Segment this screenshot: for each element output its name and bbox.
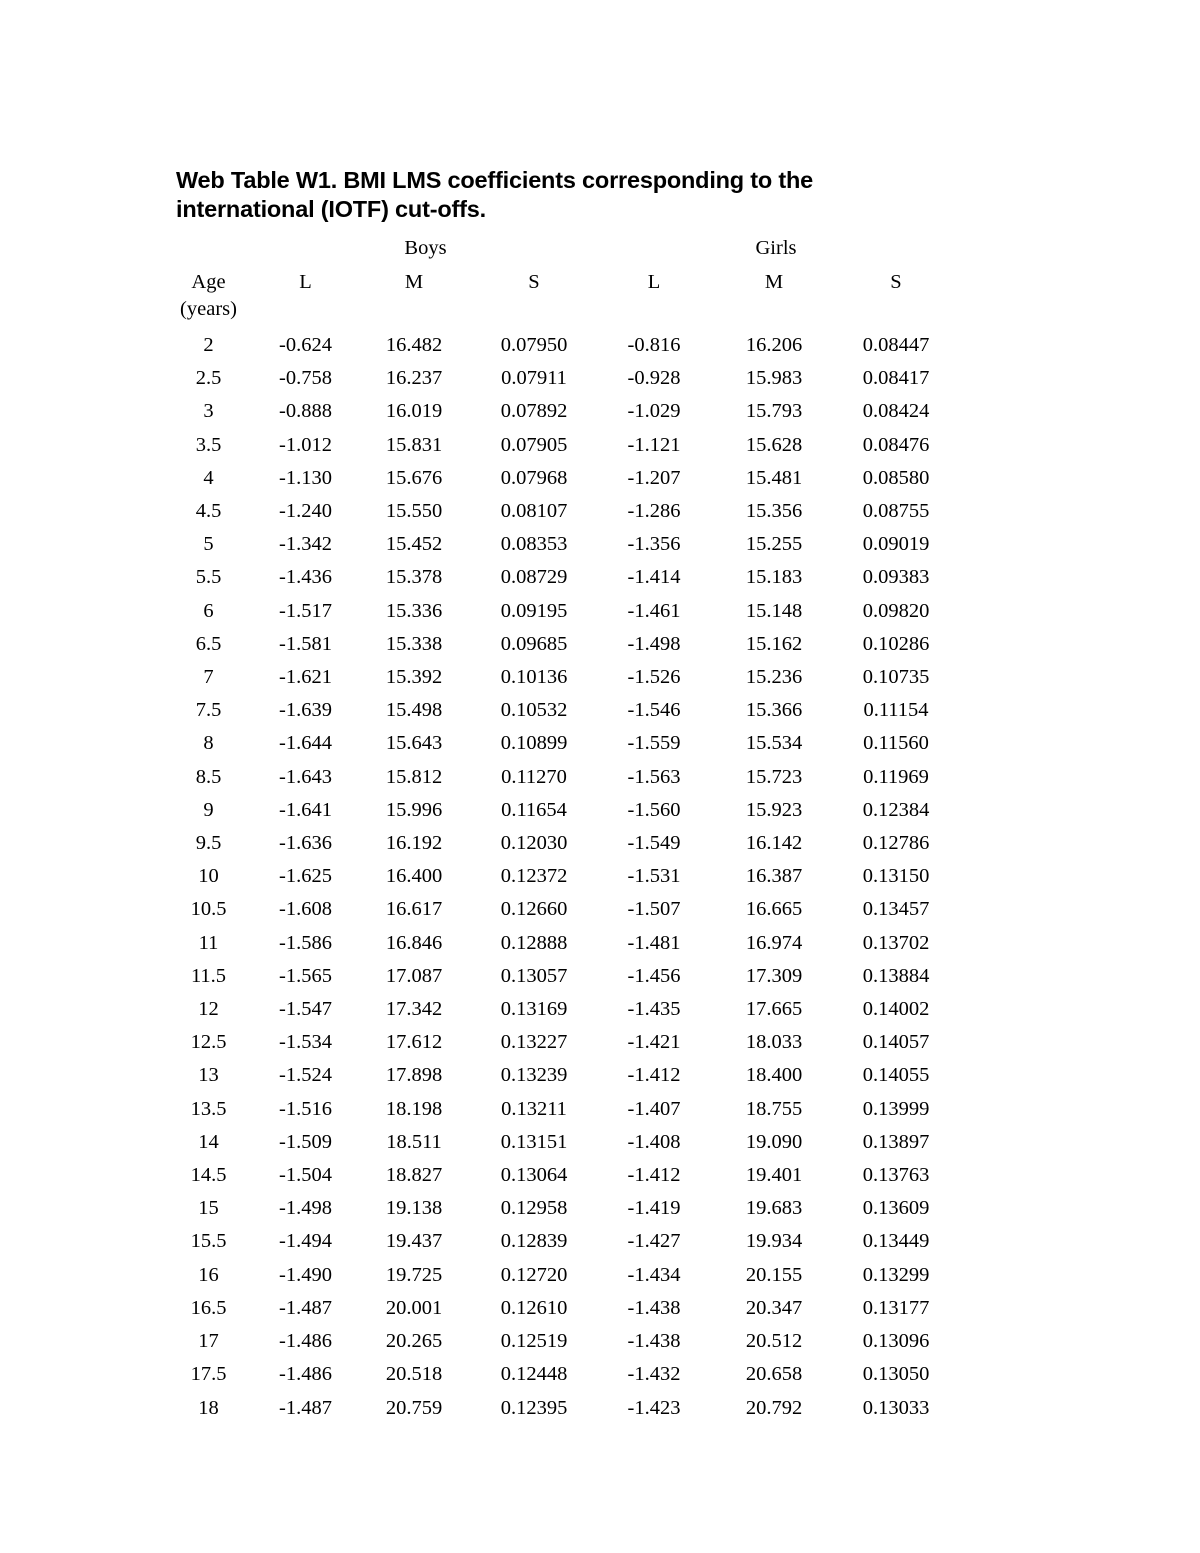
age-column-header [160,265,257,329]
girls-s-cell: 0.09820 [862,599,930,622]
girls-l-cell: -0.816 [627,334,681,356]
girls-l-cell: -1.414 [627,566,681,589]
boys-l-cell: -1.130 [279,466,332,489]
boys-l-cell: -1.643 [279,765,332,788]
girls-l-cell: -1.438 [627,1296,681,1319]
boys-l-cell: -0.758 [279,367,332,390]
age-cell: 6 [203,599,214,622]
girls-s-cell: 0.13884 [862,964,930,987]
boys-s-cell: 0.11654 [501,798,567,821]
boys-s-cell: 0.12958 [500,1197,568,1220]
girls-s-cell: 0.13177 [862,1296,930,1319]
age-cell: 12.5 [190,1031,227,1054]
boys-m-cell: 20.001 [385,1296,443,1319]
boys-s-cell: 0.09195 [500,599,568,622]
girls-s-cell: 0.14057 [862,1031,930,1054]
girls-m-cell: 18.033 [745,1031,803,1054]
age-cell: 3 [203,400,214,423]
girls-m-cell: 20.792 [745,1396,803,1419]
boys-m-cell: 17.612 [385,1031,443,1054]
girls-m-cell: 15.923 [745,798,803,821]
boys-m-cell: 15.996 [385,798,443,821]
table-row [160,395,958,428]
table-row [160,628,958,661]
girls-s-cell: 0.11560 [863,732,929,755]
girls-m-cell: 20.155 [745,1263,803,1286]
boys-m-cell: 20.265 [385,1330,443,1353]
table-row [160,1259,958,1292]
age-cell: 11.5 [190,964,227,987]
boys-m-cell: 15.336 [385,599,443,622]
girls-m-cell: 19.934 [745,1230,803,1253]
girls-m-cell: 15.236 [745,666,803,689]
girls-l-cell: -1.456 [627,964,681,987]
girls-s-cell: 0.13299 [862,1263,930,1286]
table-row [160,794,958,827]
boys-m-cell: 16.846 [385,931,443,954]
boys-s-cell: 0.12888 [500,931,568,954]
girls-l-cell: -1.356 [627,533,681,556]
age-cell: 15.5 [190,1230,227,1253]
boys-l-cell: -1.494 [279,1230,332,1253]
boys-s-cell: 0.09685 [500,632,568,655]
girls-l-cell: -1.432 [627,1363,681,1386]
boys-s-cell: 0.13064 [500,1164,568,1187]
girls-s-cell: 0.11154 [863,699,929,722]
age-cell: 16 [198,1263,219,1286]
girls-m-cell: 15.148 [745,599,803,622]
boys-m-cell: 16.400 [385,865,443,888]
boys-l-header: L [299,271,312,293]
boys-s-cell: 0.10136 [500,666,568,689]
age-cell: 14.5 [190,1164,227,1187]
girls-s-cell: 0.10286 [862,632,930,655]
age-cell: 12 [198,998,219,1021]
table-row [160,761,958,794]
table-row [160,595,958,628]
girls-m-cell: 16.974 [745,931,803,954]
girls-l-cell: -1.421 [627,1031,681,1054]
girls-s-cell: 0.10735 [862,666,930,689]
boys-m-cell: 15.392 [385,666,443,689]
boys-s-cell: 0.12395 [500,1396,568,1419]
boys-s-cell: 0.12448 [500,1363,568,1386]
age-cell: 6.5 [195,632,222,655]
boys-s-cell: 0.12839 [500,1230,568,1253]
girls-l-cell: -1.121 [627,433,681,456]
boys-l-cell: -1.636 [279,832,332,855]
girls-s-cell: 0.14055 [862,1064,930,1087]
girls-s-cell: 0.13033 [862,1396,930,1419]
boys-m-cell: 15.643 [385,732,443,755]
age-cell: 14 [198,1130,219,1153]
age-cell: 7 [203,666,214,689]
boys-l-cell: -1.486 [279,1363,332,1386]
table-row [160,1325,958,1358]
boys-l-cell: -0.624 [279,334,332,356]
boys-s-cell: 0.07968 [500,466,568,489]
girls-s-cell: 0.12786 [862,832,930,855]
age-header-unit: (years) [180,298,237,320]
girls-m-cell: 15.162 [745,632,803,655]
boys-s-cell: 0.10899 [500,732,568,755]
girls-l-cell: -1.434 [627,1263,681,1286]
boys-s-cell: 0.08353 [500,533,568,556]
age-cell: 5 [203,533,214,556]
age-cell: 5.5 [195,566,222,589]
girls-l-cell: -1.560 [627,798,681,821]
age-cell: 8 [203,732,214,755]
boys-m-cell: 20.518 [385,1363,443,1386]
girls-l-cell: -1.438 [627,1330,681,1353]
age-cell: 4 [203,466,214,489]
girls-l-cell: -0.928 [627,367,681,390]
table-row [160,694,958,727]
girls-m-cell: 20.347 [745,1296,803,1319]
boys-m-header: M [404,271,424,293]
lms-coefficients-table [160,232,958,1425]
boys-l-cell: -1.641 [279,798,332,821]
boys-s-header: S [528,271,540,293]
girls-s-cell: 0.13702 [862,931,930,954]
girls-s-cell: 0.11969 [863,765,929,788]
girls-m-header: M [764,271,784,293]
girls-s-cell: 0.13096 [862,1330,930,1353]
girls-m-cell: 16.387 [745,865,803,888]
girls-m-cell: 18.400 [745,1064,803,1087]
column-header-row [160,265,958,329]
girls-m-cell: 15.723 [745,765,803,788]
girls-l-cell: -1.427 [627,1230,681,1253]
age-cell: 8.5 [195,765,222,788]
girls-s-cell: 0.13457 [862,898,930,921]
boys-s-cell: 0.07950 [500,334,568,356]
boys-m-cell: 15.831 [385,433,443,456]
girls-m-cell: 15.481 [745,466,803,489]
table-row [160,1093,958,1126]
girls-l-cell: -1.461 [627,599,681,622]
girls-l-cell: -1.549 [627,832,681,855]
table-row [160,462,958,495]
boys-s-cell: 0.10532 [500,699,568,722]
boys-l-cell: -1.639 [279,699,332,722]
boys-l-cell: -1.504 [279,1164,332,1187]
table-row [160,860,958,893]
table-row [160,329,958,362]
girls-l-header: L [647,271,661,293]
table-row [160,1358,958,1391]
girls-s-cell: 0.13449 [862,1230,930,1253]
boys-s-cell: 0.13151 [500,1130,568,1153]
age-cell: 7.5 [195,699,222,722]
age-cell: 10 [198,865,219,888]
table-row [160,1292,958,1325]
table-row [160,727,958,760]
boys-l-cell: -1.581 [279,632,332,655]
age-cell: 3.5 [195,433,222,456]
boys-l-cell: -1.621 [279,666,332,689]
girls-l-cell: -1.412 [627,1164,681,1187]
boys-m-cell: 16.482 [385,334,443,356]
boys-m-cell: 20.759 [385,1396,443,1419]
boys-m-cell: 15.812 [385,765,443,788]
girls-s-cell: 0.08580 [862,466,930,489]
boys-l-cell: -1.517 [279,599,332,622]
boys-m-cell: 16.617 [385,898,443,921]
girls-m-cell: 16.142 [745,832,803,855]
boys-l-cell: -1.486 [279,1330,332,1353]
age-cell: 17.5 [190,1363,227,1386]
girls-l-cell: -1.407 [627,1097,681,1120]
girls-s-cell: 0.14002 [862,998,930,1021]
boys-s-cell: 0.12372 [500,865,568,888]
boys-s-cell: 0.12720 [500,1263,568,1286]
boys-l-cell: -1.498 [279,1197,332,1220]
boys-m-cell: 16.192 [385,832,443,855]
table-body [160,329,958,1425]
boys-m-cell: 16.019 [385,400,443,423]
age-cell: 13 [198,1064,219,1087]
girls-l-cell: -1.507 [627,898,681,921]
girls-l-cell: -1.563 [627,765,681,788]
girls-m-cell: 16.206 [745,334,803,356]
boys-l-cell: -1.608 [279,898,332,921]
girls-s-cell: 0.13150 [862,865,930,888]
girls-l-cell: -1.481 [627,931,681,954]
table-title [176,166,936,224]
boys-l-cell: -1.644 [279,732,332,755]
boys-m-cell: 15.452 [385,533,443,556]
boys-m-cell: 15.338 [385,632,443,655]
table-row [160,1126,958,1159]
table-row [160,927,958,960]
girls-s-cell: 0.12384 [862,798,930,821]
girls-s-cell: 0.13609 [862,1197,930,1220]
boys-m-cell: 15.676 [385,466,443,489]
girls-s-cell: 0.08755 [862,500,930,523]
girls-m-cell: 16.665 [745,898,803,921]
boys-s-cell: 0.12519 [500,1330,568,1353]
girls-m-cell: 15.983 [745,367,803,390]
boys-m-cell: 17.342 [385,998,443,1021]
boys-m-cell: 19.437 [385,1230,443,1253]
boys-s-cell: 0.11270 [501,765,567,788]
table-row [160,528,958,561]
boys-s-cell: 0.13169 [500,998,568,1021]
girls-l-cell: -1.559 [627,732,681,755]
age-header-label: Age [191,271,226,293]
age-cell: 11 [198,931,219,954]
girls-s-cell: 0.13999 [862,1097,930,1120]
boys-m-cell: 15.550 [385,500,443,523]
boys-l-cell: -1.487 [279,1296,332,1319]
boys-s-cell: 0.08729 [500,566,568,589]
boys-s-cell: 0.07911 [501,367,567,390]
table-row [160,960,958,993]
girls-s-cell: 0.13763 [862,1164,930,1187]
girls-m-cell: 20.658 [745,1363,803,1386]
boys-l-cell: -1.534 [279,1031,332,1054]
boys-m-cell: 15.378 [385,566,443,589]
table-row [160,1026,958,1059]
boys-m-cell: 19.138 [385,1197,443,1220]
boys-s-cell: 0.13227 [500,1031,568,1054]
table-row [160,362,958,395]
age-cell: 9 [203,798,214,821]
table-row [160,1192,958,1225]
girls-l-cell: -1.286 [627,500,681,523]
girls-m-cell: 15.366 [745,699,803,722]
boys-m-cell: 18.827 [385,1164,443,1187]
table-row [160,893,958,926]
boys-l-cell: -1.516 [279,1097,332,1120]
girls-l-cell: -1.423 [627,1396,681,1419]
boys-s-cell: 0.12610 [500,1296,568,1319]
boys-l-cell: -1.547 [279,998,332,1021]
boys-l-cell: -1.586 [279,931,332,954]
table-row [160,495,958,528]
girls-m-cell: 15.628 [745,433,803,456]
table-title-line-1: Web Table W1. BMI LMS coefficients corresponding to the [176,167,814,193]
boys-l-cell: -0.888 [279,400,332,423]
boys-s-cell: 0.08107 [500,500,568,523]
age-cell: 9.5 [195,832,222,855]
boys-l-cell: -1.487 [279,1396,332,1419]
girls-s-cell: 0.08424 [862,400,930,423]
age-cell: 13.5 [190,1097,227,1120]
girls-l-cell: -1.207 [627,466,681,489]
age-cell: 4.5 [195,500,222,523]
girls-s-header: S [890,271,902,293]
girls-l-cell: -1.546 [627,699,681,722]
girls-m-cell: 20.512 [745,1330,803,1353]
girls-m-cell: 15.793 [745,400,803,423]
boys-l-cell: -1.490 [279,1263,332,1286]
girls-l-cell: -1.419 [627,1197,681,1220]
group-header-row [160,232,958,265]
table-row [160,1225,958,1258]
boys-m-cell: 17.898 [385,1064,443,1087]
table-row [160,661,958,694]
girls-s-cell: 0.13050 [862,1363,930,1386]
table-row [160,429,958,462]
age-cell: 17 [198,1330,219,1353]
boys-s-cell: 0.07905 [500,433,568,456]
girls-group-header: Girls [755,237,797,259]
girls-m-cell: 15.183 [745,566,803,589]
boys-group-header: Boys [404,237,447,259]
boys-m-cell: 16.237 [385,367,443,390]
girls-m-cell: 17.309 [745,964,803,987]
boys-m-cell: 18.511 [386,1130,442,1153]
boys-l-cell: -1.565 [279,964,332,987]
girls-l-cell: -1.531 [627,865,681,888]
girls-m-cell: 19.090 [745,1130,803,1153]
boys-l-cell: -1.436 [279,566,332,589]
age-cell: 2 [203,334,214,356]
boys-l-cell: -1.342 [279,533,332,556]
girls-s-cell: 0.08447 [862,334,930,356]
table-row [160,561,958,594]
girls-s-cell: 0.08476 [862,433,930,456]
girls-m-cell: 17.665 [745,998,803,1021]
table-row [160,993,958,1026]
girls-m-cell: 18.755 [745,1097,803,1120]
girls-s-cell: 0.13897 [862,1130,930,1153]
boys-l-cell: -1.524 [279,1064,332,1087]
girls-l-cell: -1.498 [627,632,681,655]
age-cell: 2.5 [195,367,222,390]
boys-l-cell: -1.012 [279,433,332,456]
age-cell: 10.5 [190,898,227,921]
boys-s-cell: 0.07892 [500,400,568,423]
boys-s-cell: 0.12030 [500,832,568,855]
table-row [160,827,958,860]
girls-l-cell: -1.526 [627,666,681,689]
girls-l-cell: -1.029 [627,400,681,423]
girls-m-cell: 19.401 [745,1164,803,1187]
girls-l-cell: -1.435 [627,998,681,1021]
girls-m-cell: 19.683 [745,1197,803,1220]
boys-m-cell: 15.498 [385,699,443,722]
boys-s-cell: 0.12660 [500,898,568,921]
age-cell: 18 [198,1396,219,1419]
age-cell: 15 [198,1197,219,1220]
boys-s-cell: 0.13211 [501,1097,567,1120]
table-row [160,1392,958,1425]
table-title-line-2: international (IOTF) cut-offs. [176,196,486,222]
girls-s-cell: 0.09019 [862,533,930,556]
age-cell: 16.5 [190,1296,227,1319]
boys-s-cell: 0.13057 [500,964,568,987]
girls-m-cell: 15.356 [745,500,803,523]
girls-l-cell: -1.412 [627,1064,681,1087]
girls-s-cell: 0.08417 [862,367,930,390]
girls-m-cell: 15.255 [745,533,803,556]
boys-l-cell: -1.509 [279,1130,332,1153]
boys-m-cell: 17.087 [385,964,443,987]
girls-m-cell: 15.534 [745,732,803,755]
table-row [160,1159,958,1192]
boys-l-cell: -1.625 [279,865,332,888]
girls-s-cell: 0.09383 [862,566,930,589]
boys-m-cell: 18.198 [385,1097,443,1120]
boys-l-cell: -1.240 [279,500,332,523]
empty-header-cell [160,232,257,265]
boys-s-cell: 0.13239 [500,1064,568,1087]
table-row [160,1059,958,1092]
girls-l-cell: -1.408 [627,1130,681,1153]
boys-m-cell: 19.725 [385,1263,443,1286]
